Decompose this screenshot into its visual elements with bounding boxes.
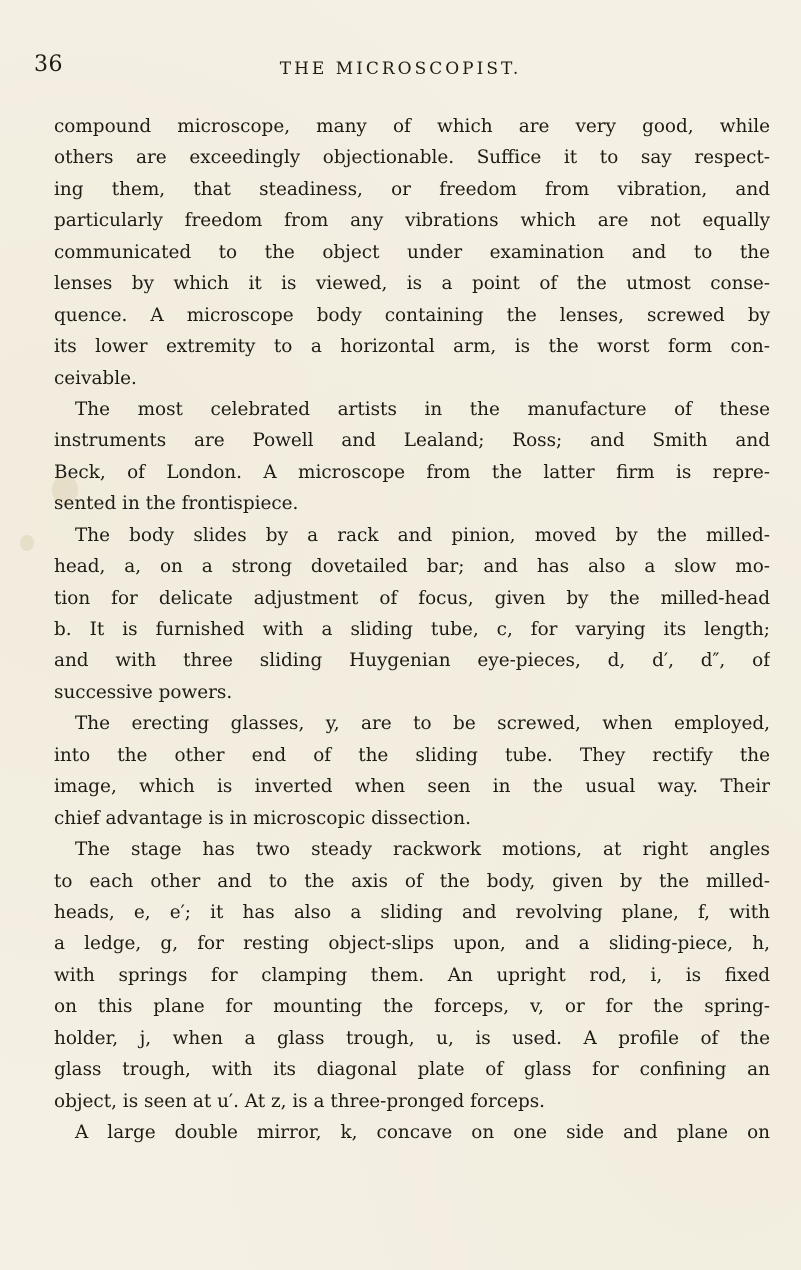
text-line: communicated to the object under examination and to the xyxy=(54,241,770,263)
text-line: chief advantage is in microscopic dissection. xyxy=(54,807,471,829)
text-line: with springs for clamping them. An upright rod, i, is fixed xyxy=(54,964,770,986)
text-line: A large double mirror, k, concave on one side and plane on xyxy=(75,1122,770,1143)
text-line: on this plane for mounting the forceps, v, or for the spring- xyxy=(54,996,770,1018)
text-line: heads, e, e′; it has also a sliding and revolving plane, f, with xyxy=(54,901,770,923)
text-line: head, a, on a strong dovetailed bar; and has also a slow mo- xyxy=(54,556,770,578)
text-line: quence. A microscope body containing the lenses, screwed by xyxy=(54,304,770,326)
text-line: The stage has two steady rackwork motions, at right angles xyxy=(75,839,770,861)
text-line: compound microscope, many of which are very good, while xyxy=(54,116,770,137)
text-line: tion for delicate adjustment of focus, given by the milled-head xyxy=(54,587,770,609)
text-line: lenses by which it is viewed, is a point of the utmost conse- xyxy=(54,273,770,295)
text-line: The most celebrated artists in the manufacture of these xyxy=(75,398,770,420)
text-line: instruments are Powell and Lealand; Ross; and Smith and xyxy=(54,430,770,452)
text-line: ceivable. xyxy=(54,367,137,389)
text-line: glass trough, with its diagonal plate of glass for confining an xyxy=(54,1059,770,1081)
text-line: sented in the frontispiece. xyxy=(54,493,299,515)
text-line: The erecting glasses, y, are to be screwed, when employed, xyxy=(75,713,770,735)
text-line: holder, j, when a glass trough, u, is used. A profile of the xyxy=(54,1027,770,1049)
text-line: to each other and to the axis of the body, given by the milled- xyxy=(54,870,770,892)
running-head: THE MICROSCOPIST. xyxy=(279,59,522,79)
text-line: Beck, of London. A microscope from the latter firm is repre- xyxy=(54,461,770,483)
text-line: The body slides by a rack and pinion, moved by the milled- xyxy=(75,524,770,546)
text-line: image, which is inverted when seen in the usual way. Their xyxy=(54,776,770,798)
text-line: particularly freedom from any vibrations which are not equally xyxy=(54,210,770,232)
page-number: 36 xyxy=(34,52,63,77)
body-text xyxy=(54,111,770,1148)
text-line: others are exceedingly objectionable. Suffice it to say respect- xyxy=(54,147,770,169)
text-line: a ledge, g, for resting object-slips upon, and a sliding-piece, h, xyxy=(54,933,770,955)
text-line: into the other end of the sliding tube. They rectify the xyxy=(54,744,770,766)
text-line: b. It is furnished with a sliding tube, c, for varying its length; xyxy=(54,619,770,640)
paper-foxing-spot xyxy=(20,535,34,551)
text-line: successive powers. xyxy=(54,681,233,703)
text-line: ing them, that steadiness, or freedom from vibration, and xyxy=(54,178,770,200)
text-line: and with three sliding Huygenian eye-pieces, d, d′, d″, of xyxy=(54,650,770,672)
text-line: object, is seen at u′. At z, is a three-pronged forceps. xyxy=(54,1090,546,1112)
text-line: its lower extremity to a horizontal arm, is the worst form con- xyxy=(54,336,770,358)
